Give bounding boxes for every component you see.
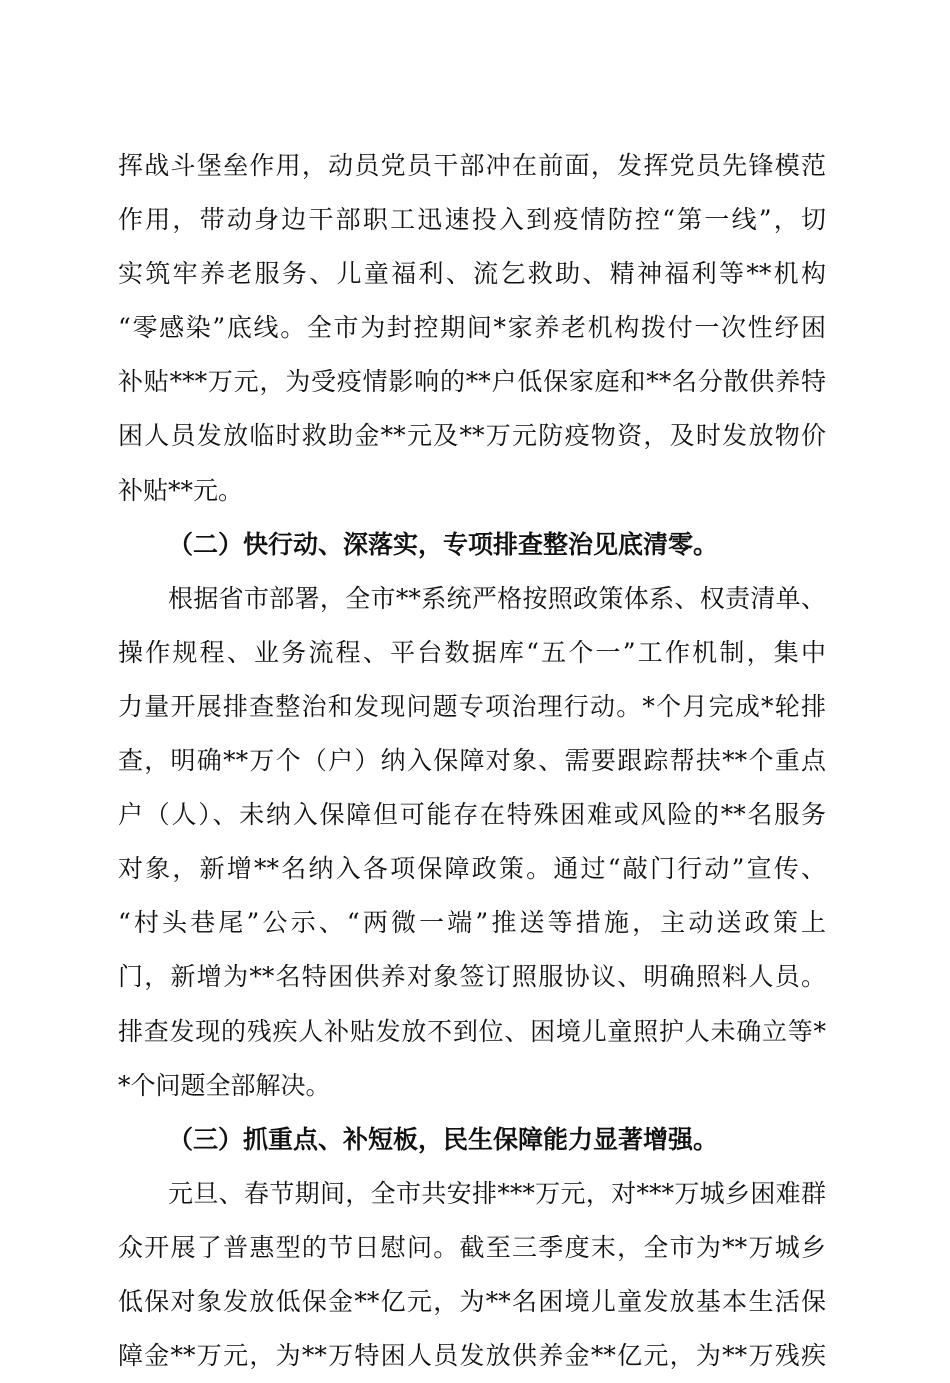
text-line: 查，明确**万个（户）纳入保障对象、需要跟踪帮扶**个重点: [118, 746, 826, 776]
paragraph-livelihood-security: [118, 1167, 826, 1383]
text-line: 低保对象发放低保金**亿元，为**名困境儿童发放基本生活保: [118, 1286, 826, 1316]
text-line: “村头巷尾”公示、“两微一端”推送等措施，主动送政策上: [118, 908, 826, 938]
text-line: *个问题全部解决。: [118, 1070, 331, 1100]
paragraph-inspection-rectification: [118, 572, 826, 1113]
text-line: 对象，新增**名纳入各项保障政策。通过“敲门行动”宣传、: [118, 854, 826, 884]
text-line: 挥战斗堡垒作用，动员党员干部冲在前面，发挥党员先锋模范: [118, 151, 826, 180]
text-line: 补贴**元。: [118, 475, 244, 505]
text-line: 障金**万元，为**万特困人员发放供养金**亿元，为**万残疾: [118, 1341, 826, 1371]
text-line: 实筑牢养老服务、儿童福利、流乞救助、精神福利等**机构: [118, 259, 826, 289]
text-line: 根据省市部署，全市**系统严格按照政策体系、权责清单、: [168, 583, 826, 613]
text-line: 困人员发放临时救助金**元及**万元防疫物资，及时发放物价: [118, 421, 826, 451]
text-line: 排查发现的残疾人补贴发放不到位、困境儿童照护人未确立等*: [118, 1016, 826, 1046]
document-page: [118, 139, 826, 1383]
text-line: 众开展了普惠型的节日慰问。截至三季度末，全市为**万城乡: [118, 1232, 826, 1262]
text-line: 门，新增为**名特困供养对象签订照服协议、明确照料人员。: [118, 962, 826, 992]
text-line: 力量开展排查整治和发现问题专项治理行动。*个月完成*轮排: [118, 691, 826, 721]
paragraph-epidemic-response: [118, 139, 826, 518]
text-line: 作用，带动身边干部职工迅速投入到疫情防控“第一线”，切: [118, 205, 826, 235]
text-line: 操作规程、业务流程、平台数据库“五个一”工作机制，集中: [118, 637, 826, 667]
text-line: 元旦、春节期间，全市共安排***万元，对***万城乡困难群: [168, 1178, 826, 1208]
section-heading-3: （三）抓重点、补短板，民生保障能力显著增强。: [168, 1124, 719, 1154]
section-heading-2: （二）快行动、深落实，专项排查整治见底清零。: [168, 529, 719, 559]
text-line: “零感染”底线。全市为封控期间*家养老机构拨付一次性纾困: [118, 313, 826, 343]
text-line: 户（人）、未纳入保障但可能存在特殊困难或风险的**名服务: [118, 800, 826, 830]
text-line: 补贴***万元，为受疫情影响的**户低保家庭和**名分散供养特: [118, 367, 826, 397]
